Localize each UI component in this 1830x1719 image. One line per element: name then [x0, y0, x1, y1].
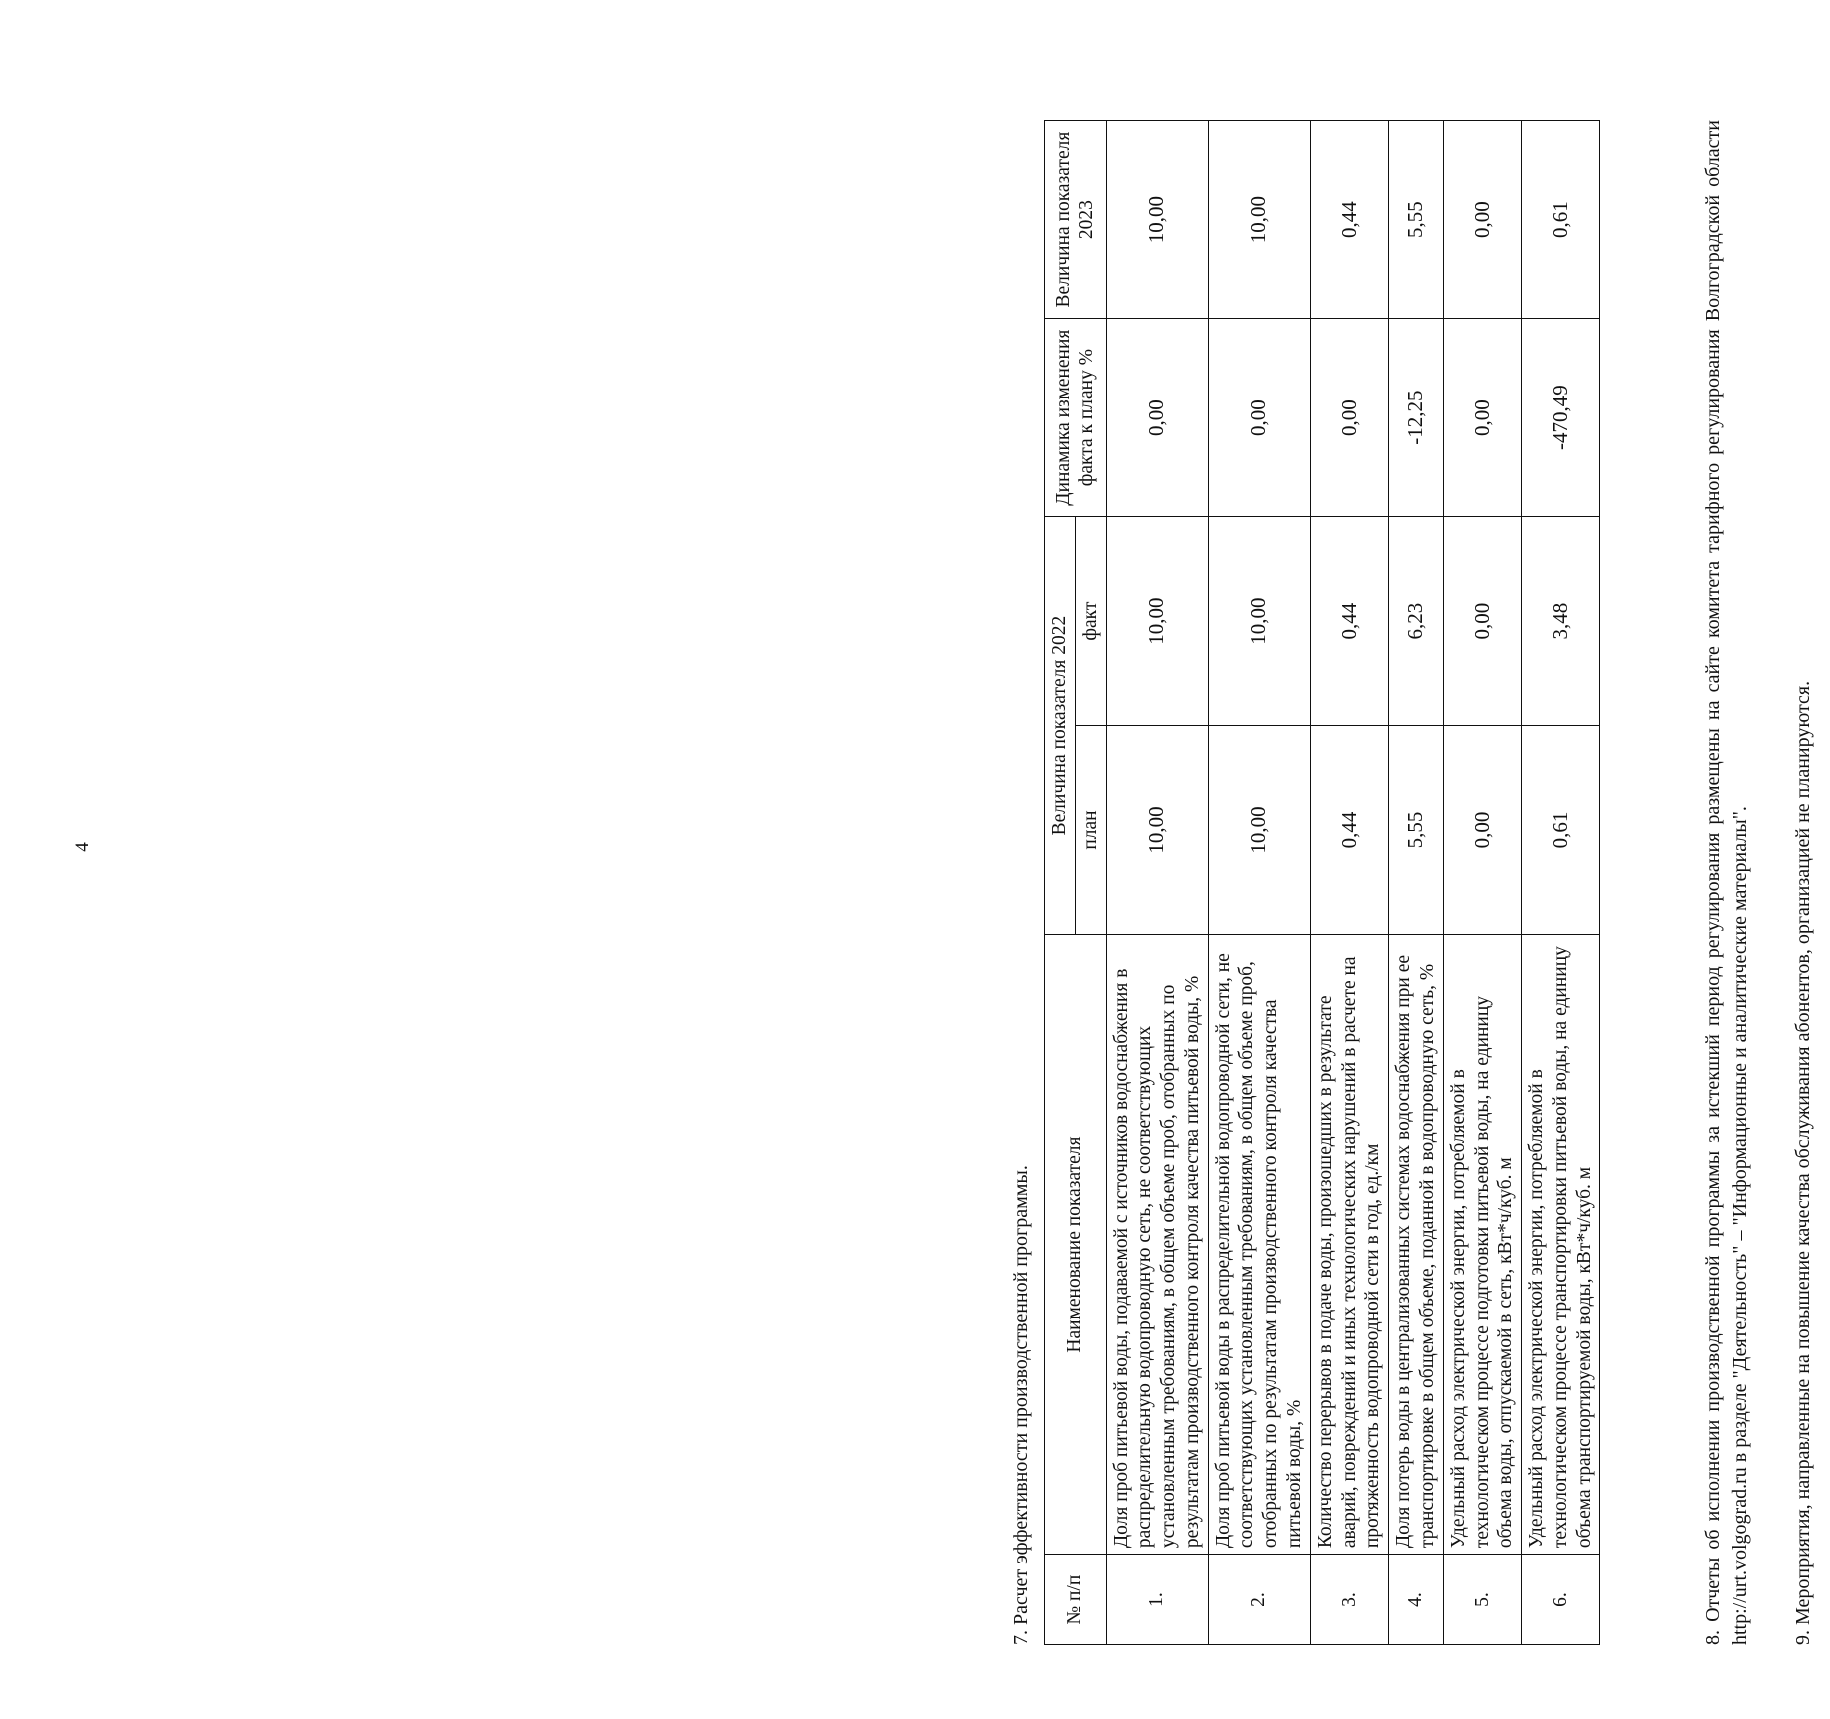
row-name: Доля потерь воды в централизованных системах водоснабжения при ее транспортировке в общем объеме, поданной в водопроводную сеть, %	[1389, 934, 1444, 1554]
row-fact: 10,00	[1106, 517, 1208, 726]
efficiency-table	[1044, 120, 1600, 1645]
row-plan: 0,44	[1310, 726, 1388, 935]
row-fact: 0,00	[1443, 517, 1521, 726]
table-row	[1106, 121, 1208, 1645]
table-row	[1522, 121, 1600, 1645]
row-dynamics: 0,00	[1208, 319, 1310, 517]
row-dynamics: 0,00	[1443, 319, 1521, 517]
row-dynamics: -470,49	[1522, 319, 1600, 517]
row-name: Доля проб питьевой воды, подаваемой с источников водоснабжения в распределительную водопроводную сеть, не соответствующих установленным требованиям, в общем объеме проб, отобранных по результатам производственного контроля качества питьевой воды, %	[1106, 934, 1208, 1554]
row-num: 5.	[1443, 1555, 1521, 1645]
row-plan: 10,00	[1106, 726, 1208, 935]
row-value-2023: 10,00	[1106, 121, 1208, 319]
row-value-2023: 0,44	[1310, 121, 1388, 319]
header-value-2023: Величина показателя 2023	[1045, 121, 1107, 319]
section-9-paragraph: 9. Мероприятия, направленные на повышение качества обслуживания абонентов, организацией не планируются.	[1792, 680, 1814, 1645]
table-row	[1208, 121, 1310, 1645]
row-value-2023: 10,00	[1208, 121, 1310, 319]
header-dynamics: Динамика изменения факта к плану %	[1045, 319, 1107, 517]
row-value-2023: 0,61	[1522, 121, 1600, 319]
row-name: Удельный расход электрической энергии, потребляемой в технологическом процессе подготовки питьевой воды, на единицу объема воды, отпускаемой в сеть, кВт*ч/куб. м	[1443, 934, 1521, 1554]
row-num: 3.	[1310, 1555, 1388, 1645]
header-name: Наименование показателя	[1045, 934, 1107, 1554]
row-dynamics: 0,00	[1106, 319, 1208, 517]
row-fact: 6,23	[1389, 517, 1444, 726]
row-fact: 10,00	[1208, 517, 1310, 726]
section-8-paragraph: 8. Отчеты об исполнении производственной программы за истекший период регулирования размещены на сайте комитета тарифного регулирования Волгоградской области http://urt.volgograd.ru в разделе "Деятельность" – "Информационные и аналитические материалы".	[1702, 120, 1751, 1645]
row-dynamics: 0,00	[1310, 319, 1388, 517]
row-name: Доля проб питьевой воды в распределительной водопроводной сети, не соответствующих установленным требованиям, в общем объеме проб, отобранных по результатам производственного контроля качества питьевой воды, %	[1208, 934, 1310, 1554]
header-value-2022: Величина показателя 2022	[1045, 517, 1076, 935]
row-plan: 0,00	[1443, 726, 1521, 935]
row-fact: 0,44	[1310, 517, 1388, 726]
row-fact: 3,48	[1522, 517, 1600, 726]
row-plan: 5,55	[1389, 726, 1444, 935]
header-num: № п/п	[1045, 1555, 1107, 1645]
table-row	[1443, 121, 1521, 1645]
row-plan: 10,00	[1208, 726, 1310, 935]
table-row	[1310, 121, 1388, 1645]
row-dynamics: -12,25	[1389, 319, 1444, 517]
row-value-2023: 0,00	[1443, 121, 1521, 319]
row-value-2023: 5,55	[1389, 121, 1444, 319]
section-title: 7. Расчет эффективности производственной программы.	[1010, 1165, 1032, 1645]
page-number: 4	[71, 842, 93, 852]
rotated-content	[1010, 85, 1830, 1645]
row-num: 6.	[1522, 1555, 1600, 1645]
row-num: 1.	[1106, 1555, 1208, 1645]
table-row	[1389, 121, 1444, 1645]
row-num: 4.	[1389, 1555, 1444, 1645]
row-name: Удельный расход электрической энергии, потребляемой в технологическом процессе транспортировки питьевой воды, на единицу объема транспортируемой воды, кВт*ч/куб. м	[1522, 934, 1600, 1554]
row-name: Количество перерывов в подаче воды, произошедших в результате аварий, повреждений и иных технологических нарушений в расчете на протяженность водопроводной сети в год, ед./км	[1310, 934, 1388, 1554]
header-fact: факт	[1075, 517, 1106, 726]
row-plan: 0,61	[1522, 726, 1600, 935]
header-plan: план	[1075, 726, 1106, 935]
row-num: 2.	[1208, 1555, 1310, 1645]
